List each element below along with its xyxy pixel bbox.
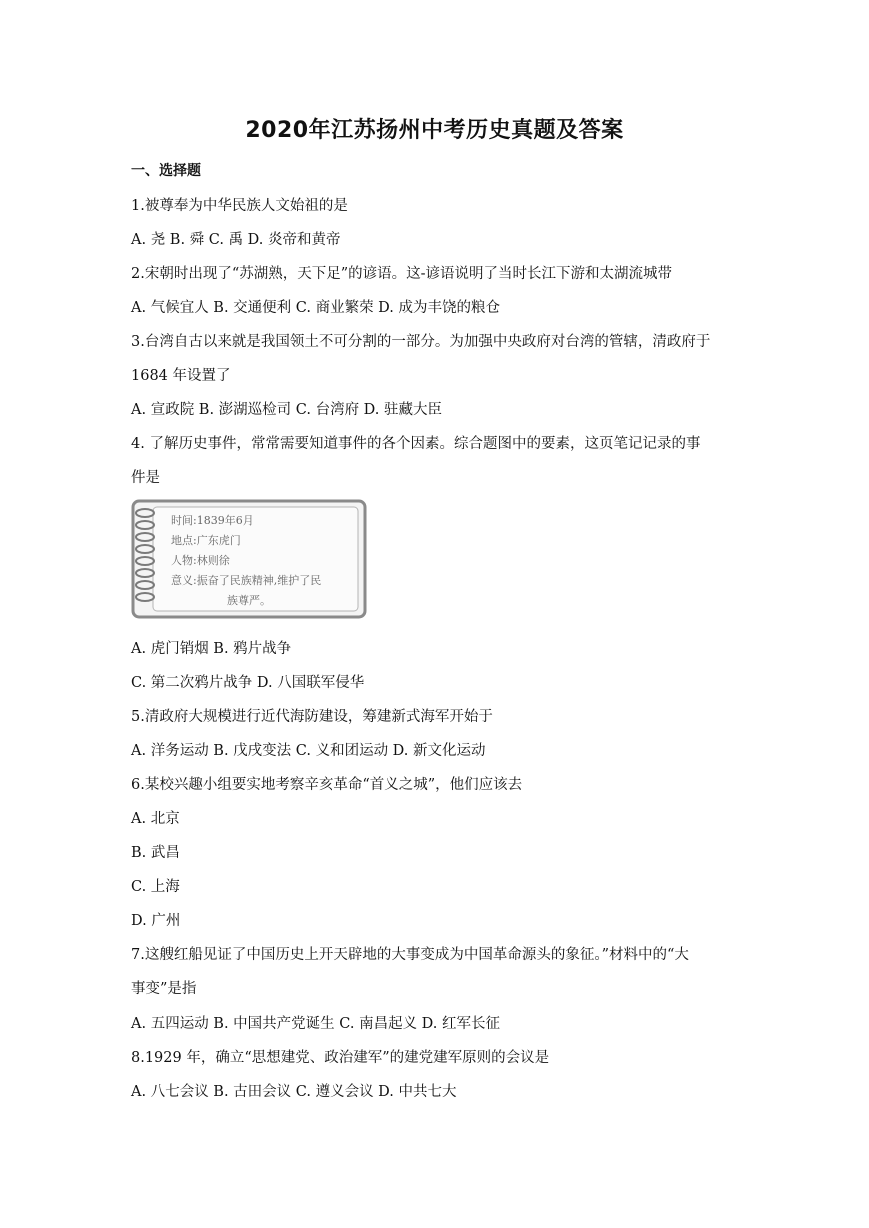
notebook-meaning: 意义:振奋了民族精神,维护了民 xyxy=(171,574,322,587)
question-7-continued: 事变”是指 xyxy=(131,981,197,997)
question-6-option-d: D. 广州 xyxy=(131,913,181,929)
notebook-image xyxy=(131,497,367,621)
question-6: 6.某校兴趣小组要实地考察辛亥革命“首义之城”，他们应该去 xyxy=(131,777,523,793)
question-4-options-cd: C. 第二次鸦片战争 D. 八国联军侵华 xyxy=(131,675,365,691)
question-7-options: A. 五四运动 B. 中国共产党诞生 C. 南昌起义 D. 红军长征 xyxy=(131,1016,501,1032)
question-6-option-b: B. 武昌 xyxy=(131,845,180,861)
question-6-option-a: A. 北京 xyxy=(131,811,180,827)
question-8: 8.1929 年，确立“思想建党、政治建军”的建党建军原则的会议是 xyxy=(131,1050,550,1066)
notebook-time: 时间:1839年6月 xyxy=(171,514,254,527)
notebook-person: 人物:林则徐 xyxy=(171,554,230,567)
notebook-meaning-continued: 族尊严。 xyxy=(227,594,271,607)
question-1: 1.被尊奉为中华民族人文始祖的是 xyxy=(131,198,348,214)
question-5: 5.清政府大规模进行近代海防建设，筹建新式海军开始于 xyxy=(131,709,493,725)
question-3-continued: 1684 年设置了 xyxy=(131,368,231,384)
question-8-options: A. 八七会议 B. 古田会议 C. 遵义会议 D. 中共七大 xyxy=(131,1084,457,1100)
question-6-option-c: C. 上海 xyxy=(131,879,180,895)
question-4-continued: 件是 xyxy=(131,470,160,486)
question-4-options-ab: A. 虎门销烟 B. 鸦片战争 xyxy=(131,641,292,657)
section-heading: 一、选择题 xyxy=(131,163,201,179)
question-5-options: A. 洋务运动 B. 戊戌变法 C. 义和团运动 D. 新文化运动 xyxy=(131,743,486,759)
page-title: 2020年江苏扬州中考历史真题及答案 xyxy=(245,118,624,143)
question-7: 7.这艘红船见证了中国历史上开天辟地的大事变成为中国革命源头的象征。”材料中的“大 xyxy=(131,947,689,963)
question-1-options: A. 尧 B. 舜 C. 禹 D. 炎帝和黄帝 xyxy=(131,232,341,248)
notebook-place: 地点:广东虎门 xyxy=(171,534,241,547)
question-3: 3.台湾自古以来就是我国领土不可分割的一部分。为加强中央政府对台湾的管辖，清政府于 xyxy=(131,334,711,350)
question-3-options: A. 宣政院 B. 澎湖巡检司 C. 台湾府 D. 驻藏大臣 xyxy=(131,402,443,418)
question-4: 4. 了解历史事件，常常需要知道事件的各个因素。综合题图中的要素，这页笔记记录的事 xyxy=(131,436,701,452)
question-2-options: A. 气候宜人 B. 交通便利 C. 商业繁荣 D. 成为丰饶的粮仓 xyxy=(131,300,501,316)
question-2: 2.宋朝时出现了“苏湖熟，天下足”的谚语。这-谚语说明了当时长江下游和太湖流城带 xyxy=(131,266,673,282)
